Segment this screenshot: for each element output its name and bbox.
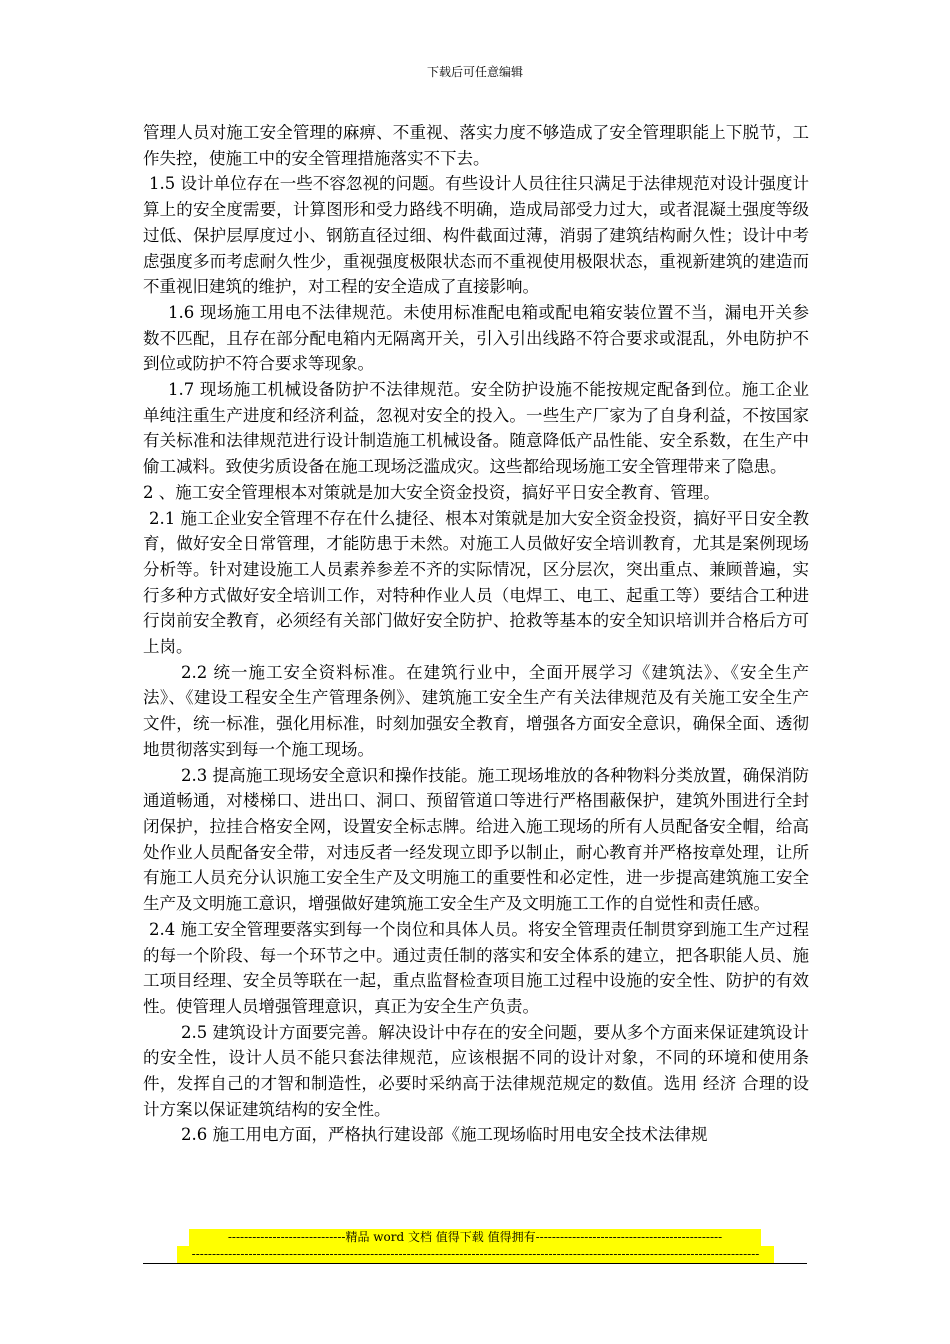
- document-body: [143, 120, 809, 1148]
- footer-rule: [143, 1263, 807, 1264]
- paragraph-intro: 管理人员对施工安全管理的麻痹、不重视、落实力度不够造成了安全管理职能上下脱节，工作失控，使施工中的安全管理措施落实不下去。: [143, 123, 809, 168]
- paragraph-2-6: 2.6 施工用电方面，严格执行建设部《施工现场临时用电安全技术法律规: [181, 1125, 708, 1145]
- page-header: 下载后可任意编辑: [426, 65, 523, 79]
- footer-banner-text: -----------------------------精品 word 文档 值得下载 值得拥有----------------------------------------------: [189, 1229, 761, 1246]
- paragraph-1-6: 1.6 现场施工用电不法律规范。未使用标准配电箱或配电箱安装位置不当，漏电开关参数不匹配，且存在部分配电箱内无隔离开关，引入引出线路不符合要求或混乱，外电防护不到位或防护不符合要求等现象。: [143, 302, 809, 374]
- paragraph-2-4: 2.4 施工安全管理要落实到每一个岗位和具体人员。将安全管理责任制贯穿到施工生产过程的每一个阶段、每一个环节之中。通过责任制的落实和安全体系的建立，把各职能人员、施工项目经理、安全员等联在一起，重点监督检查项目施工过程中设施的安全性、防护的有效性。使管理人员增强管理意识，真正为安全生产负责。: [143, 919, 809, 1016]
- paragraph-1-5: 1.5 设计单位存在一些不容忽视的问题。有些设计人员往往只满足于法律规范对设计强度计算上的安全度需要，计算图形和受力路线不明确，造成局部受力过大，或者混凝土强度等级过低、保护层厚度过小、钢筋直径过细、构件截面过薄，消弱了建筑结构耐久性；设计中考虑强度多而考虑耐久性少，重视强度极限状态而不重视使用极限状态，重视新建筑的建造而不重视旧建筑的维护，对工程的安全造成了直接影响。: [143, 174, 809, 297]
- section-2-heading: 2 、施工安全管理根本对策就是加大安全资金投资，搞好平日安全教育、管理。: [143, 482, 720, 502]
- footer-dashed-line: --------------------------------------------------------------------------------------------------------------------------------------------: [177, 1246, 774, 1263]
- paragraph-2-3: 2.3 提高施工现场安全意识和操作技能。施工现场堆放的各种物料分类放置，确保消防 通道畅通，对楼梯口、进出口、洞口、预留管道口等进行严格围蔽保护，建筑外围进行全封闭保护，拉挂合格安全网，设置安全标志牌。给进入施工现场的所有人员配备安全帽，给高处作业人员配备安全带，对违反者一经发现立即予以制止，耐心教育并严格按章处理，让所有施工人员充分认识施工安全生产及文明施工的重要性和必定性，进一步提高建筑施工安全生产及文明施工意识，增强做好建筑施工安全生产及文明施工工作的自觉性和责任感。: [143, 765, 809, 914]
- paragraph-2-5: 2.5 建筑设计方面要完善。解决设计中存在的安全问题，要从多个方面来保证建筑设计的安全性，设计人员不能只套法律规范，应该根据不同的设计对象，不同的环境和使用条件，发挥自己的才智和制造性，必要时采纳高于法律规范规定的数值。选用 经济 合理的设计方案以保证建筑结构的安全性。: [143, 1022, 809, 1119]
- paragraph-2-2: 2.2 统一施工安全资料标准。在建筑行业中，全面开展学习《建筑法》、《安全生产法》、《建设工程安全生产管理条例》、建筑施工安全生产有关法律规范及有关施工安全生产文件，统一标准，强化用标准，时刻加强安全教育，增强各方面安全意识，确保全面、透彻地贯彻落实到每一个施工现场。: [143, 662, 809, 759]
- paragraph-2-1: 2.1 施工企业安全管理不存在什么捷径、根本对策就是加大安全资金投资，搞好平日安全教育，做好安全日常管理，才能防患于未然。对施工人员做好安全培训教育，尤其是案例现场分析等。针对建设施工人员素养参差不齐的实际情况，区分层次，突出重点、兼顾普遍，实行多种方式做好安全培训工作，对特种作业人员（电焊工、电工、起重工等）要结合工种进行岗前安全教育，必须经有关部门做好安全防护、抢救等基本的安全知识培训并合格后方可上岗。: [143, 508, 809, 657]
- paragraph-1-7: 1.7 现场施工机械设备防护不法律规范。安全防护设施不能按规定配备到位。施工企业单纯注重生产进度和经济利益，忽视对安全的投入。一些生产厂家为了自身利益，不按国家有关标准和法律规范进行设计制造施工机械设备。随意降低产品性能、安全系数，在生产中偷工减料。致使劣质设备在施工现场泛滥成灾。这些都给现场施工安全管理带来了隐患。: [143, 380, 809, 477]
